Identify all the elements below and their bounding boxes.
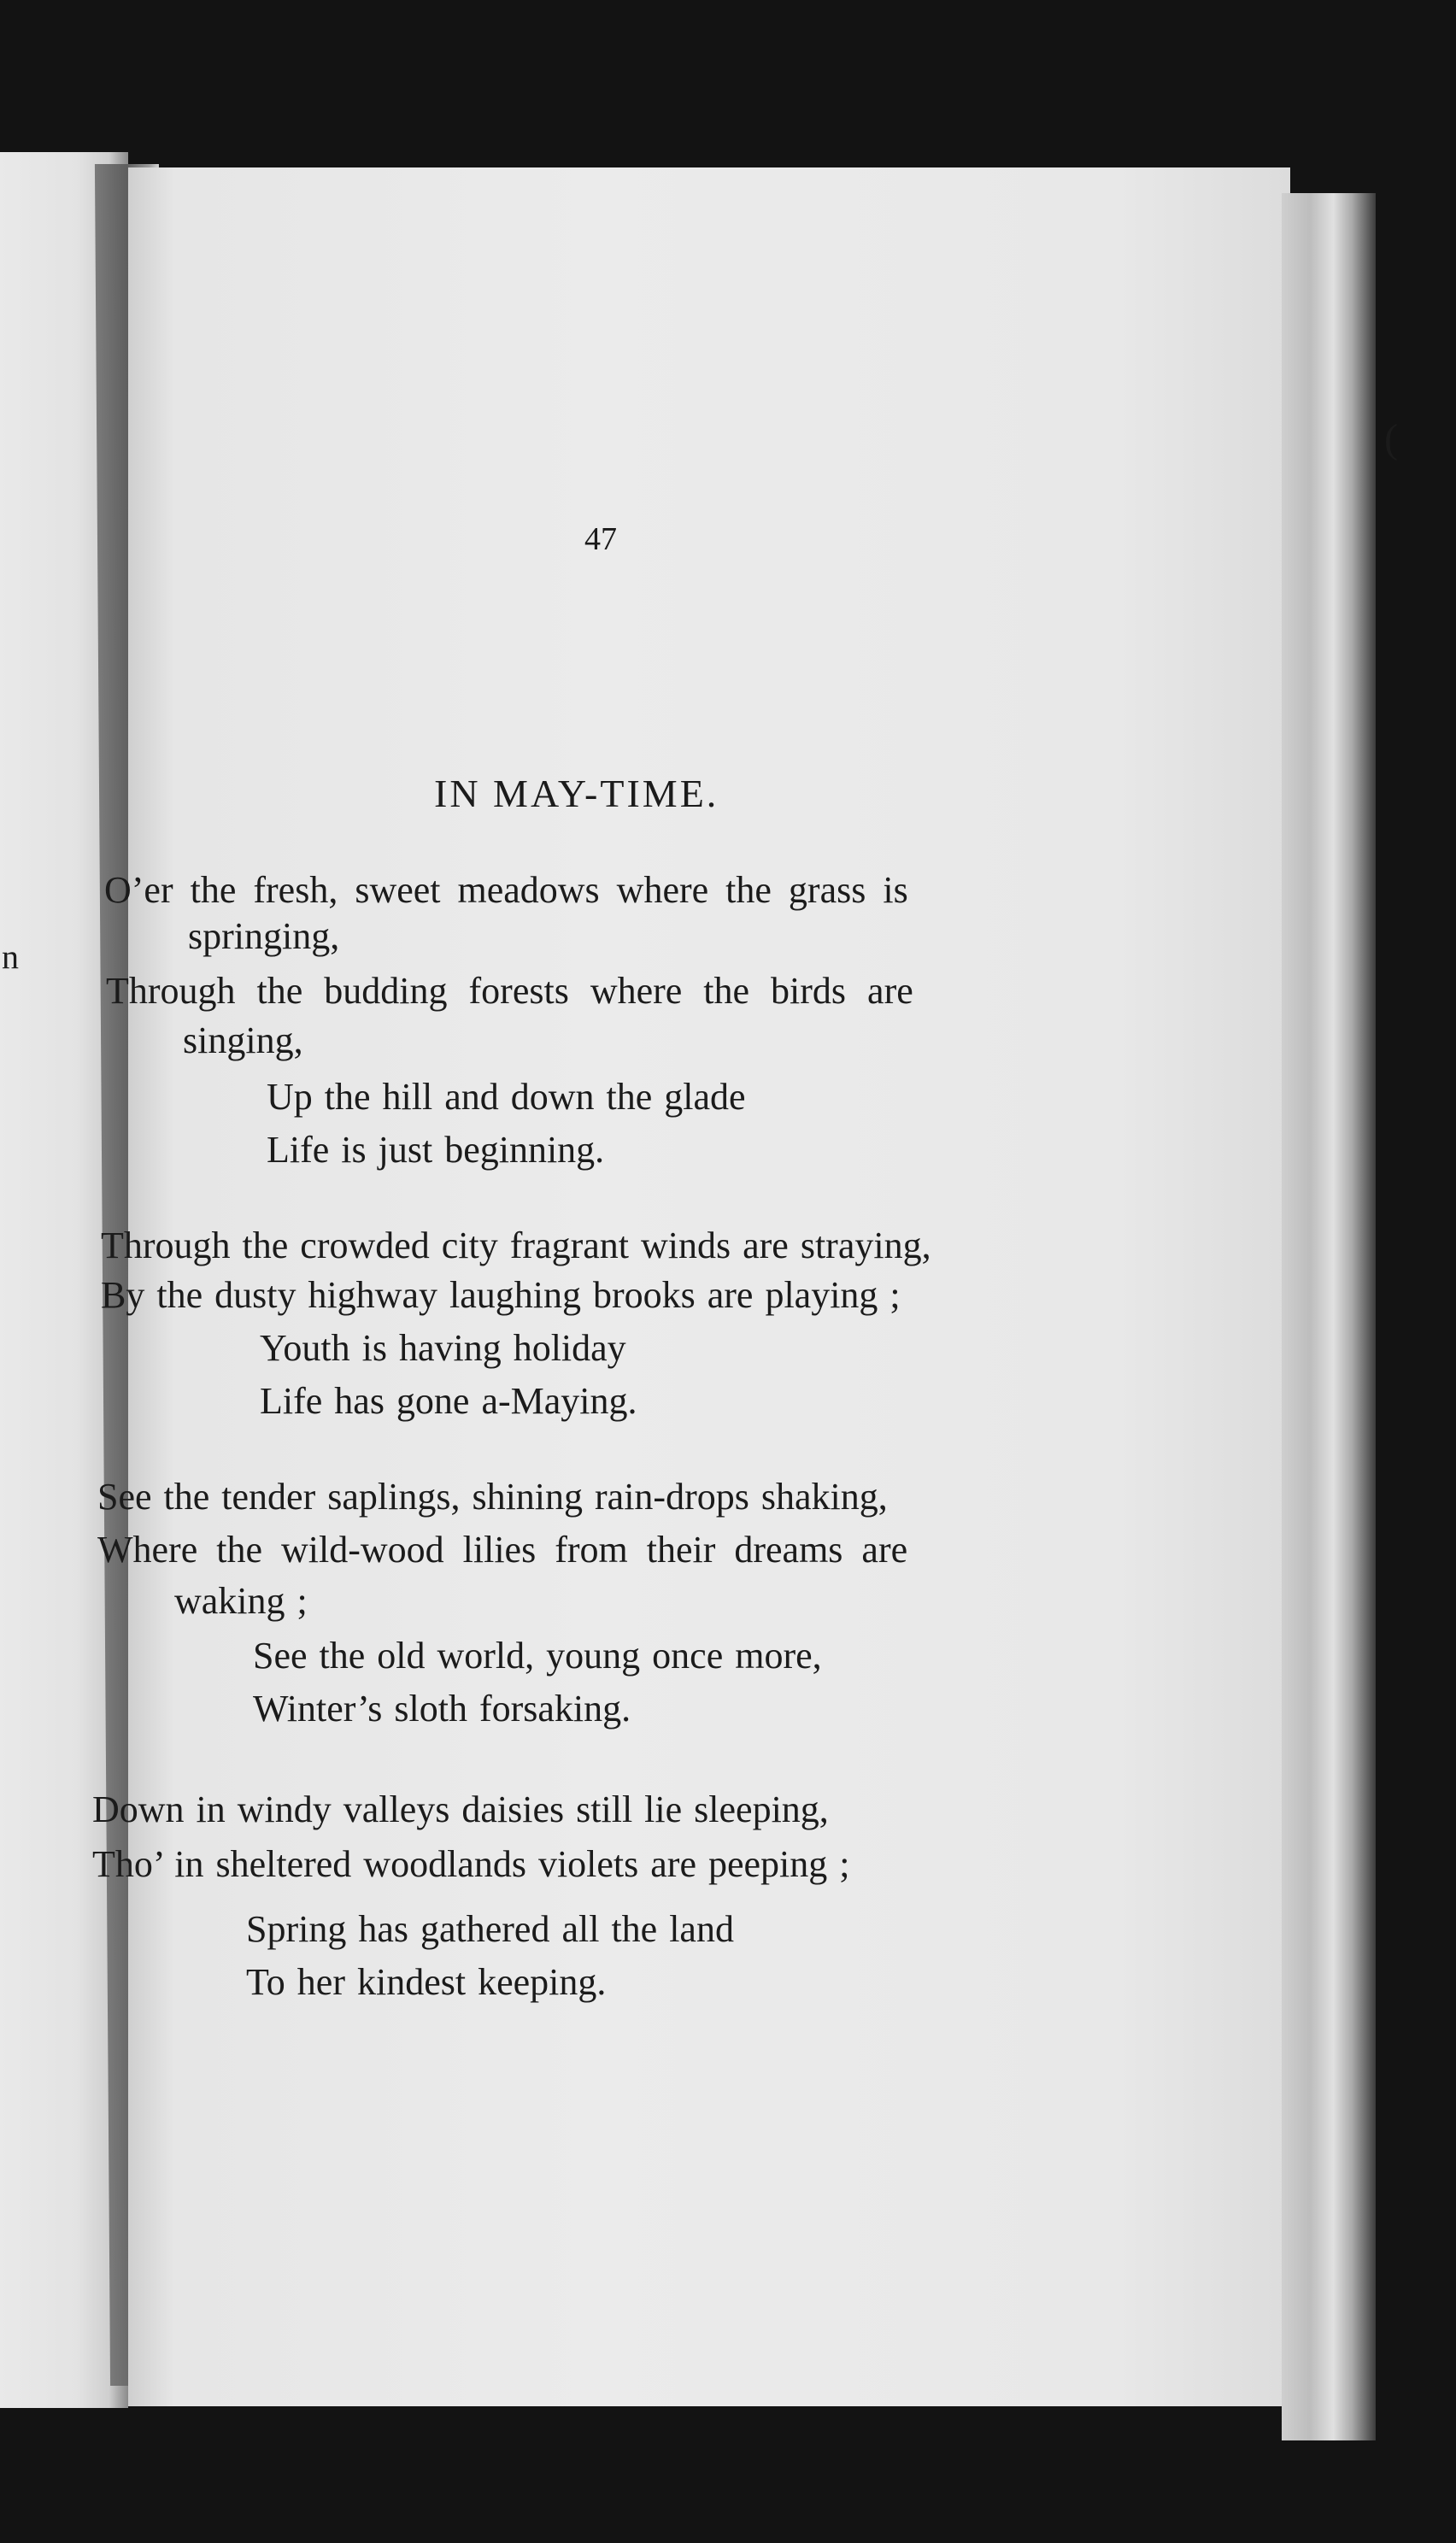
poem-line: Spring has gathered all the land (246, 1908, 734, 1950)
poem-line: waking ; (174, 1580, 308, 1622)
poem-line: By the dusty highway laughing brooks are playing ; (101, 1274, 901, 1316)
poem-line: See the tender saplings, shining rain-drops shaking, (97, 1476, 888, 1518)
poem-line: Through the budding forests where the birds are (106, 970, 913, 1012)
poem-line: Down in windy valleys daisies still lie sleeping, (92, 1788, 829, 1830)
poem-line: See the old world, young once more, (253, 1635, 822, 1677)
poem-line: springing, (188, 915, 340, 957)
page-number: 47 (584, 521, 617, 557)
edge-mark: ( (1384, 416, 1398, 461)
poem-line: To her kindest keeping. (246, 1961, 607, 2003)
poem-line: Tho’ in sheltered woodlands violets are peeping ; (92, 1843, 850, 1885)
poem-line: Life is just beginning. (267, 1129, 605, 1171)
poem-line: singing, (183, 1019, 303, 1061)
poem-line: Life has gone a-Maying. (260, 1380, 637, 1422)
poem-title: IN MAY-TIME. (434, 772, 719, 815)
poem-line: Through the crowded city fragrant winds are straying, (101, 1225, 931, 1266)
poem-line: Winter’s sloth forsaking. (253, 1688, 631, 1730)
poem-line: Up the hill and down the glade (267, 1076, 746, 1118)
left-page-text-fragment: n (2, 937, 19, 976)
poem-line: Where the wild-wood lilies from their dreams are (97, 1529, 908, 1571)
page-stack-edge (1282, 193, 1376, 2440)
poem-line: O’er the fresh, sweet meadows where the grass is (104, 869, 908, 911)
poem-line: Youth is having holiday (260, 1327, 626, 1369)
